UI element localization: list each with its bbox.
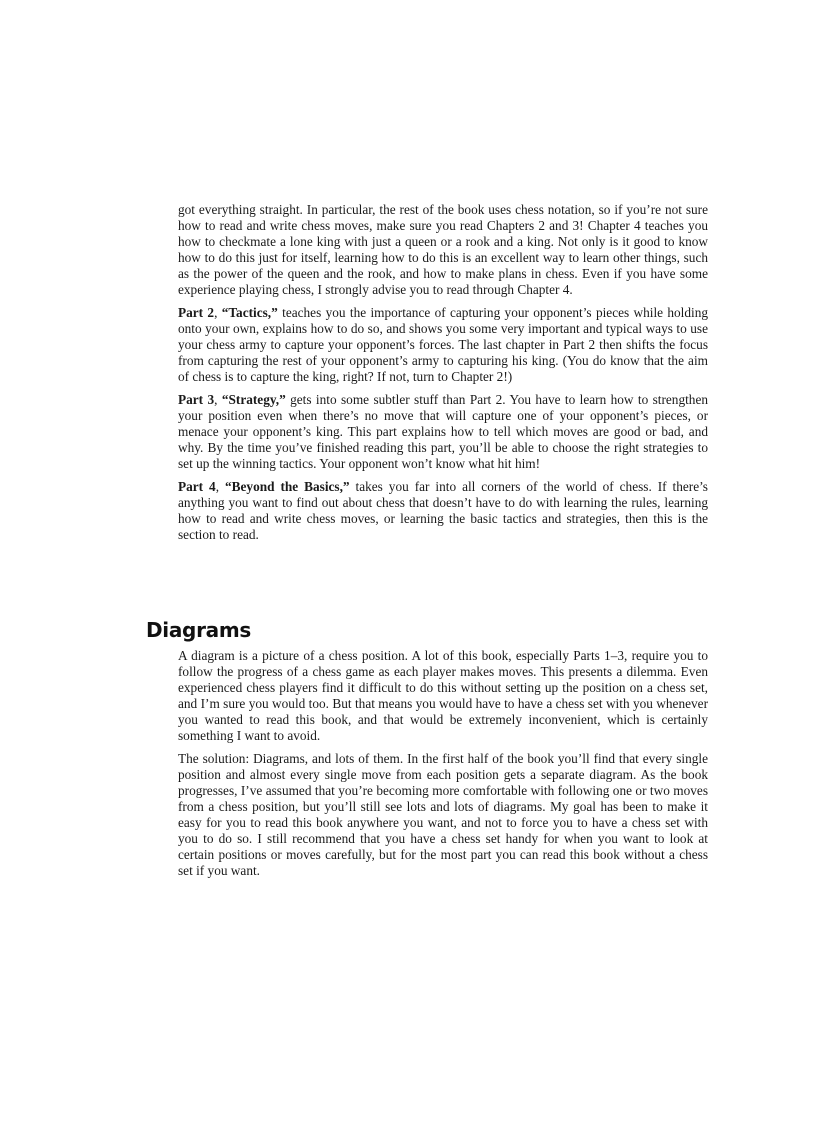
part-2-title: “Tactics,” bbox=[221, 305, 278, 320]
diagrams-paragraph-1: A diagram is a picture of a chess position. A lot of this book, especially Parts 1–3, require you to follow the progress of a chess game as each player makes moves. This presents a dilemma. Even experienced chess players find it difficult to do this without setting up the position on a chess set, and I’m sure you would too. But that means you would have to have a chess set with you whenever you wanted to read this book, and that would be extremely inconvenient, which is certainly something I want to avoid. bbox=[178, 648, 708, 743]
parts-overview bbox=[178, 202, 708, 543]
intro-continuation-paragraph: got everything straight. In particular, the rest of the book uses chess notation, so if you’re not sure how to read and write chess moves, make sure you read Chapters 2 and 3! Chapter 4 teaches you how to checkmate a lone king with just a queen or a rook and a king. Not only is it good to know how to do this just for itself, learning how to do this is an excellent way to learn other things, such as the power of the queen and the rook, and how to make plans in chess. Even if you have some experience playing chess, I strongly advise you to read through Chapter 4. bbox=[178, 202, 708, 297]
part-2-paragraph: Part 2, “Tactics,” teaches you the importance of capturing your opponent’s pieces while holding onto your own, explains how to do so, and shows you some very important and typical ways to use your chess army to capture your opponent’s forces. The last chapter in Part 2 then shifts the focus from capturing the rest of your opponent’s army to capturing his king. (You do know that the aim of chess is to capture the king, right? If not, turn to Chapter 2!) bbox=[178, 305, 709, 384]
part-2-text: teaches you the importance of capturing your opponent’s pieces while holding onto your own, explains how to do so, and shows you some very important and typical ways to use your chess army to capture your opponent’s forces. The last chapter in Part 2 then shifts the focus from capturing the rest of your opponent’s army to capturing his king. (You do know that the aim of chess is to capture the king, right? If not, turn to Chapter 2!) bbox=[178, 305, 709, 384]
part-2-label: Part 2 bbox=[178, 305, 215, 320]
part-3-text: gets into some subtler stuff than Part 2. You have to learn how to strengthen your position even when there’s no move that will capture one of your opponent’s pieces, or menace your opponent’s king. This part explains how to tell which moves are good or bad, and why. By the time you’ve finished reading this part, you’ll be able to choose the right strategies to set up the winning tactics. Your opponent won’t know what hit him! bbox=[178, 392, 708, 471]
diagrams-heading: Diagrams bbox=[146, 618, 251, 642]
diagrams-section-body bbox=[178, 648, 708, 879]
part-4-title: “Beyond the Basics,” bbox=[225, 479, 350, 494]
diagrams-paragraph-2: The solution: Diagrams, and lots of them. In the first half of the book you’ll find that every single position and almost every single move from each position gets a separate diagram. As the book progresses, I’ve assumed that you’re becoming more comfortable with following one or two moves from a chess position, but you’ll still see lots and lots of diagrams. My goal has been to make it easy for you to read this book anywhere you want, and not to force you to have a chess set with you to do so. I still recommend that you have a chess set handy for when you want to look at certain positions or moves carefully, but for the most part you can read this book without a chess set if you want. bbox=[178, 751, 708, 878]
part-3-paragraph: Part 3, “Strategy,” gets into some subtler stuff than Part 2. You have to learn how to strengthen your position even when there’s no move that will capture one of your opponent’s pieces, or menace your opponent’s king. This part explains how to tell which moves are good or bad, and why. By the time you’ve finished reading this part, you’ll be able to choose the right strategies to set up the winning tactics. Your opponent won’t know what hit him! bbox=[178, 392, 708, 471]
part-3-title: “Strategy,” bbox=[221, 392, 286, 407]
part-4-text: takes you far into all corners of the world of chess. If there’s anything you want to find out about chess that doesn’t have to do with learning the rules, learning how to read and write chess moves, or learning the basic tactics and strategies, then this is the section to read. bbox=[178, 479, 708, 542]
part-4-label: Part 4 bbox=[178, 479, 216, 494]
part-3-label: Part 3 bbox=[178, 392, 215, 407]
part-4-paragraph: Part 4, “Beyond the Basics,” takes you far into all corners of the world of chess. If there’s anything you want to find out about chess that doesn’t have to do with learning the rules, learning how to read and write chess moves, or learning the basic tactics and strategies, then this is the section to read. bbox=[178, 479, 708, 542]
